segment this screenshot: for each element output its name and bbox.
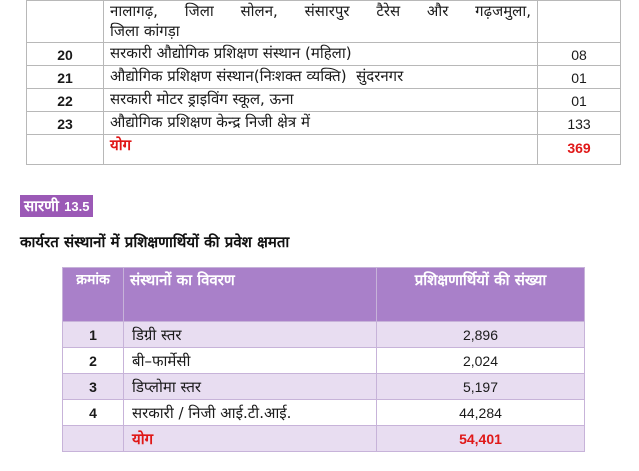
- description-cell: औद्योगिक प्रशिक्षण संस्थान(निःशक्त व्यक्ति) सुंदरनगर: [104, 66, 538, 89]
- table-row: [27, 112, 621, 135]
- serial-cell: 20: [27, 43, 104, 66]
- description-cell: डिग्री स्तर: [124, 322, 377, 348]
- serial-cell: 4: [63, 400, 124, 426]
- table-row: [27, 43, 621, 66]
- count-cell: 133: [538, 112, 621, 135]
- count-cell: 44,284: [377, 400, 585, 426]
- description-cell: डिप्लोमा स्तर: [124, 374, 377, 400]
- serial-cell: 3: [63, 374, 124, 400]
- serial-cell: 22: [27, 89, 104, 112]
- count-cell: 5,197: [377, 374, 585, 400]
- table-row: [27, 89, 621, 112]
- description-cell: सरकारी / निजी आई.टी.आई.: [124, 400, 377, 426]
- caption-number: 13.5: [64, 199, 90, 214]
- total-label: योग: [104, 135, 538, 165]
- institutions-table: [26, 0, 621, 165]
- table-row: [63, 348, 585, 374]
- table-subtitle: कार्यरत संस्थानों में प्रशिक्षणार्थियों की प्रवेश क्षमता: [20, 233, 290, 251]
- serial-cell: 23: [27, 112, 104, 135]
- serial-cell: 21: [27, 66, 104, 89]
- count-cell: 2,024: [377, 348, 585, 374]
- admission-capacity-table: [62, 267, 585, 452]
- count-cell: 08: [538, 43, 621, 66]
- count-cell: 01: [538, 89, 621, 112]
- serial-cell: 1: [63, 322, 124, 348]
- table-row: [63, 374, 585, 400]
- total-row: [63, 426, 585, 452]
- table-row: [27, 1, 621, 43]
- header-count: प्रशिक्षणार्थियों की संख्या: [377, 268, 585, 322]
- table-row: [27, 66, 621, 89]
- description-line: नालागढ़, जिला सोलन, संसारपुर टैरेस और गढ़जमुला,: [110, 2, 531, 20]
- serial-cell: [27, 1, 104, 43]
- header-description: संस्थानों का विवरण: [124, 268, 377, 322]
- header-serial: क्रमांक: [63, 268, 124, 322]
- table-row: [63, 322, 585, 348]
- total-value: 369: [538, 135, 621, 165]
- total-label: योग: [124, 426, 377, 452]
- count-cell: [538, 1, 621, 43]
- table-caption-badge: [20, 195, 93, 217]
- description-cell: [104, 1, 538, 43]
- table-row: [63, 400, 585, 426]
- description-cell: सरकारी औद्योगिक प्रशिक्षण संस्थान (महिला): [104, 43, 538, 66]
- total-row: [27, 135, 621, 165]
- header-row: [63, 268, 585, 322]
- description-line: जिला कांगड़ा: [110, 22, 180, 40]
- count-cell: 01: [538, 66, 621, 89]
- total-value: 54,401: [377, 426, 585, 452]
- description-cell: बी–फार्मेसी: [124, 348, 377, 374]
- description-cell: सरकारी मोटर ड्राइविंग स्कूल, ऊना: [104, 89, 538, 112]
- caption-label: सारणी: [24, 197, 59, 215]
- serial-cell: 2: [63, 348, 124, 374]
- description-cell: औद्योगिक प्रशिक्षण केन्द्र निजी क्षेत्र में: [104, 112, 538, 135]
- count-cell: 2,896: [377, 322, 585, 348]
